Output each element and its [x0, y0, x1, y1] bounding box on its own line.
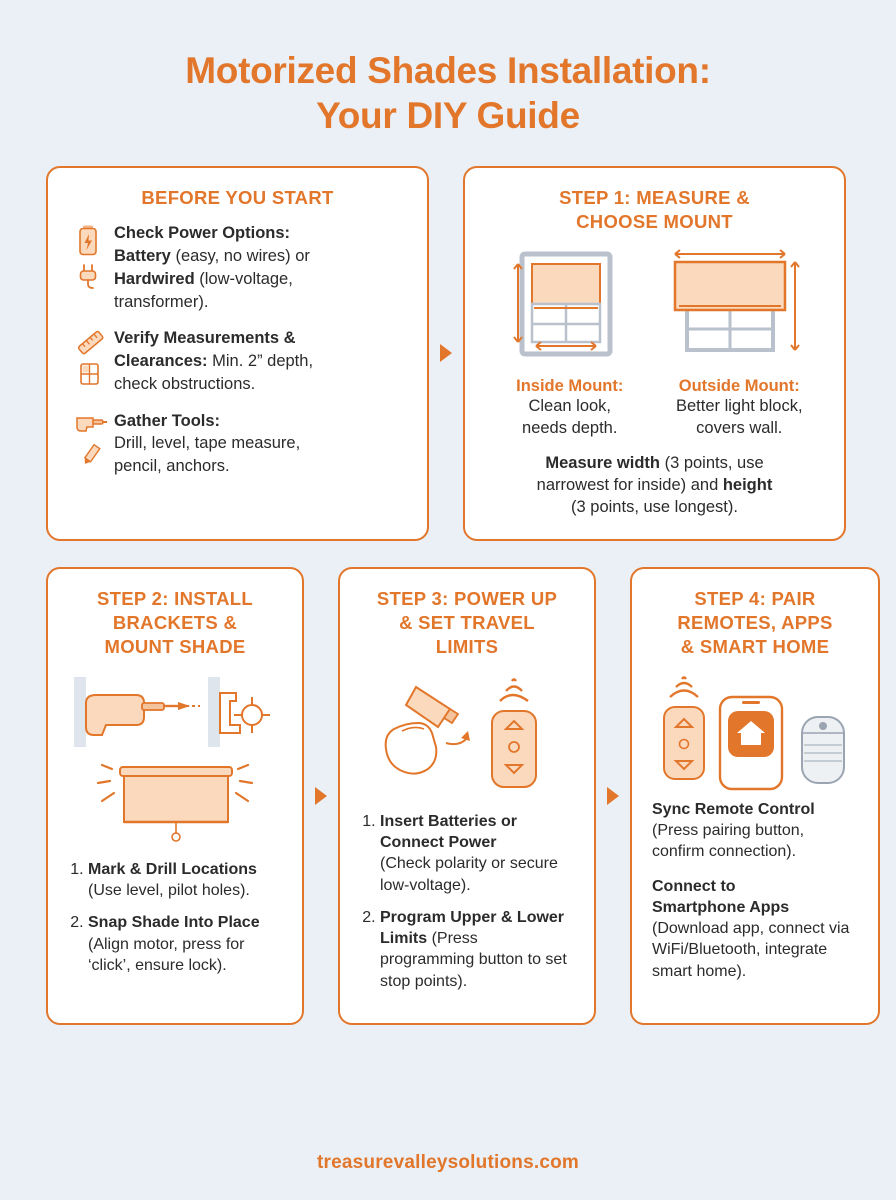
card-heading: BEFORE YOU START — [141, 187, 334, 209]
block-connect-apps: Connect to Smartphone Apps (Download app, connect via WiFi/Bluetooth, integrate smart home). — [652, 877, 850, 980]
bullet-verify-measurements — [68, 327, 407, 395]
flow-arrow-3 — [596, 567, 630, 1025]
drill-icon — [74, 412, 108, 438]
block-sync-remote: Sync Remote Control (Press pairing button, confirm connection). — [652, 800, 815, 861]
outside-mount-illustration — [657, 246, 817, 371]
icon-group — [68, 410, 114, 470]
top-row — [46, 166, 850, 540]
outside-mount-caption — [655, 377, 825, 440]
card-heading: STEP 4: PAIR REMOTES, APPS & SMART HOME — [677, 587, 833, 657]
step-3-list — [360, 811, 574, 992]
bullet-power-options — [68, 222, 407, 313]
outside-mount-label: Outside Mount: — [678, 377, 800, 396]
arrow-right-icon — [315, 787, 327, 805]
list-item: 1. Insert Batteries or Connect Power (Check polarity or secure low-voltage). — [380, 811, 574, 896]
card-step-1 — [463, 166, 846, 540]
inside-mount-illustration — [492, 246, 642, 371]
measure-note: Measure width (3 points, use narrowest for inside) and height (3 points, use longest). — [536, 453, 773, 517]
icon-group — [68, 327, 114, 389]
icon-group — [68, 222, 114, 292]
inside-mount-text: Clean look, needs depth. — [522, 397, 618, 438]
bullet-text: Verify Measurements & Clearances: Min. 2” depth, check obstructions. — [114, 329, 314, 393]
card-heading: STEP 1: MEASURE & CHOOSE MOUNT — [559, 187, 750, 233]
list-item: 2. Program Upper & Lower Limits (Press programming button to set stop points). — [380, 907, 574, 992]
window-icon — [78, 361, 104, 389]
list-item: 1. Mark & Drill Locations (Use level, pilot holes). — [88, 859, 282, 902]
pencil-icon — [78, 442, 104, 470]
inside-mount-label: Inside Mount: — [516, 377, 624, 396]
card-before-you-start — [46, 166, 429, 540]
card-step-2 — [46, 567, 304, 1025]
card-step-3 — [338, 567, 596, 1025]
step-4-blocks — [652, 799, 858, 982]
list-item: 2. Snap Shade Into Place (Align motor, press for ‘click’, ensure lock). — [88, 912, 282, 976]
bullet-text: Check Power Options: Battery (easy, no wires) or Hardwired (low-voltage, transformer). — [114, 224, 310, 311]
card-heading: STEP 2: INSTALL BRACKETS & MOUNT SHADE — [97, 587, 253, 657]
outside-mount-text: Better light block, covers wall. — [675, 397, 803, 438]
bullet-text: Gather Tools: Drill, level, tape measure, pencil, anchors. — [114, 411, 301, 476]
battery-icon — [78, 224, 104, 258]
title-line-1: Motorized Shades Installation: — [185, 50, 711, 91]
flow-arrow-1 — [429, 166, 463, 540]
card-step-4 — [630, 567, 880, 1025]
arrow-right-icon — [440, 344, 452, 362]
step-2-list — [68, 859, 282, 976]
plug-icon — [78, 262, 104, 292]
card-heading: STEP 3: POWER UP & SET TRAVEL LIMITS — [376, 587, 558, 657]
bullet-gather-tools — [68, 410, 407, 478]
remote-phone-speaker-illustration — [652, 671, 858, 791]
inside-mount-caption — [485, 377, 655, 440]
drill-bracket-illustration — [68, 671, 282, 849]
mount-captions — [485, 377, 824, 440]
footer-website[interactable]: treasurevalleysolutions.com — [316, 1152, 579, 1173]
flow-arrow-2 — [304, 567, 338, 1025]
page-title — [46, 48, 850, 138]
arrow-right-icon — [607, 787, 619, 805]
ruler-icon — [76, 329, 106, 357]
title-line-2: Your DIY Guide — [316, 95, 580, 137]
bottom-row — [46, 567, 850, 1025]
mount-figures — [485, 246, 824, 371]
battery-remote-illustration — [360, 671, 574, 801]
